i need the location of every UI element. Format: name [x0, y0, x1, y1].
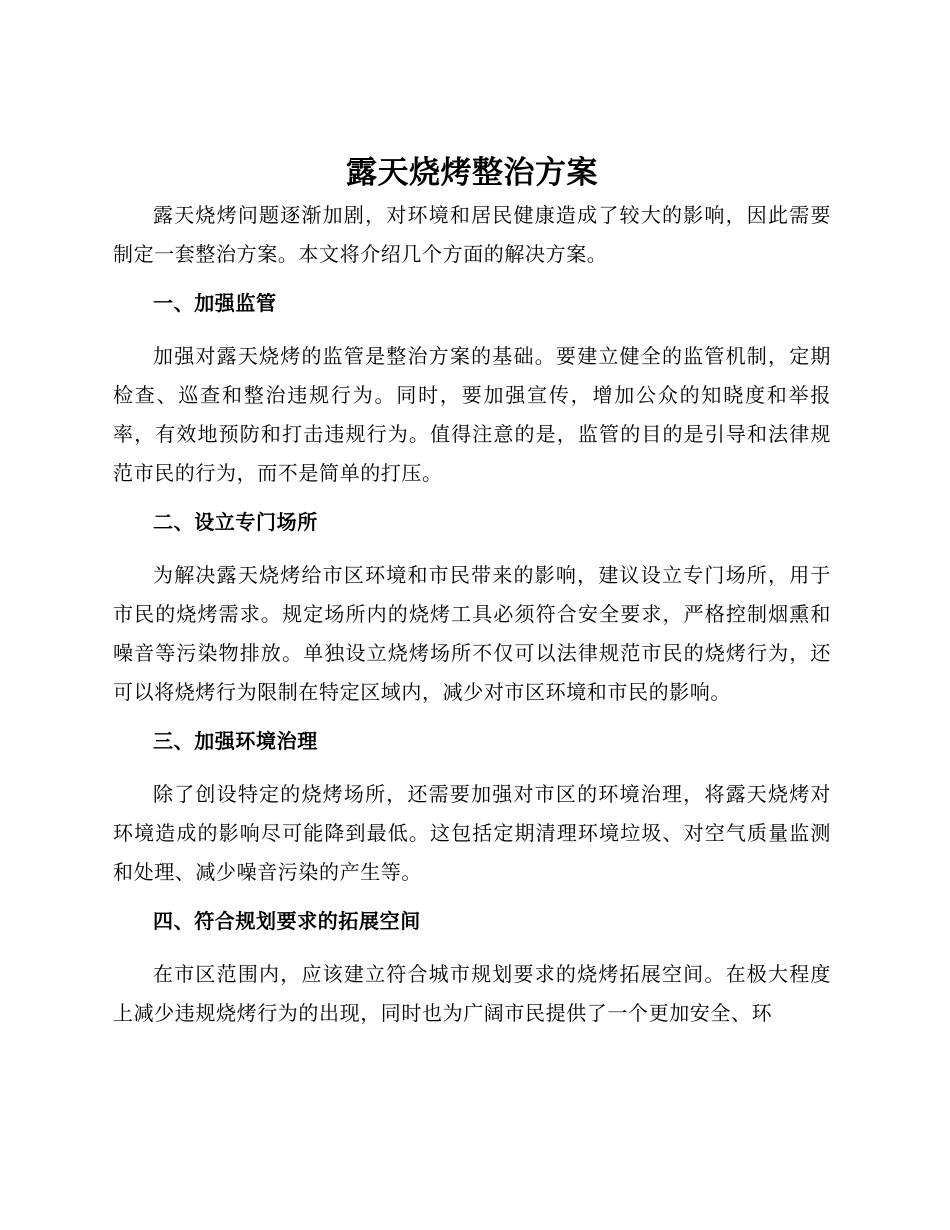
section-body-4: 在市区范围内，应该建立符合城市规划要求的烧烤拓展空间。在极大程度上减少违规烧烤行为的出现，同时也为广阔市民提供了一个更加安全、环	[113, 962, 831, 1025]
document-body	[113, 150, 831, 1033]
section-body-3: 除了创设特定的烧烤场所，还需要加强对市区的环境治理，将露天烧烤对环境造成的影响尽可能降到最低。这包括定期清理环境垃圾、对空气质量监测和处理、减少噪音污染的产生等。	[113, 782, 831, 884]
spacer	[113, 892, 831, 902]
spacer	[113, 323, 831, 337]
section-heading-1: 一、加强监管	[153, 291, 277, 315]
section-heading-4: 四、符合规划要求的拓展空间	[153, 909, 421, 933]
intro-paragraph: 露天烧烤问题逐渐加剧，对环境和居民健康造成了较大的影响，因此需要制定一套整治方案。本文将介绍几个方面的解决方案。	[113, 203, 831, 266]
spacer	[113, 542, 831, 556]
spacer	[113, 493, 831, 503]
spacer	[113, 761, 831, 775]
spacer	[113, 712, 831, 722]
page-title: 露天烧烤整治方案	[346, 155, 598, 191]
spacer	[113, 941, 831, 955]
section-body-1: 加强对露天烧烤的监管是整治方案的基础。要建立健全的监管机制，定期检查、巡查和整治违规行为。同时，要加强宣传，增加公众的知晓度和举报率，有效地预防和打击违规行为。值得注意的是，监管的目的是引导和法律规范市民的行为，而不是简单的打压。	[113, 344, 831, 485]
section-heading-2: 二、设立专门场所	[153, 510, 318, 534]
section-body-2: 为解决露天烧烤给市区环境和市民带来的影响，建议设立专门场所，用于市民的烧烤需求。规定场所内的烧烤工具必须符合安全要求，严格控制烟熏和噪音等污染物排放。单独设立烧烤场所不仅可以法律规范市民的烧烤行为，还可以将烧烤行为限制在特定区域内，减少对市区环境和市民的影响。	[113, 563, 831, 704]
spacer	[113, 274, 831, 284]
section-heading-3: 三、加强环境治理	[153, 729, 318, 753]
